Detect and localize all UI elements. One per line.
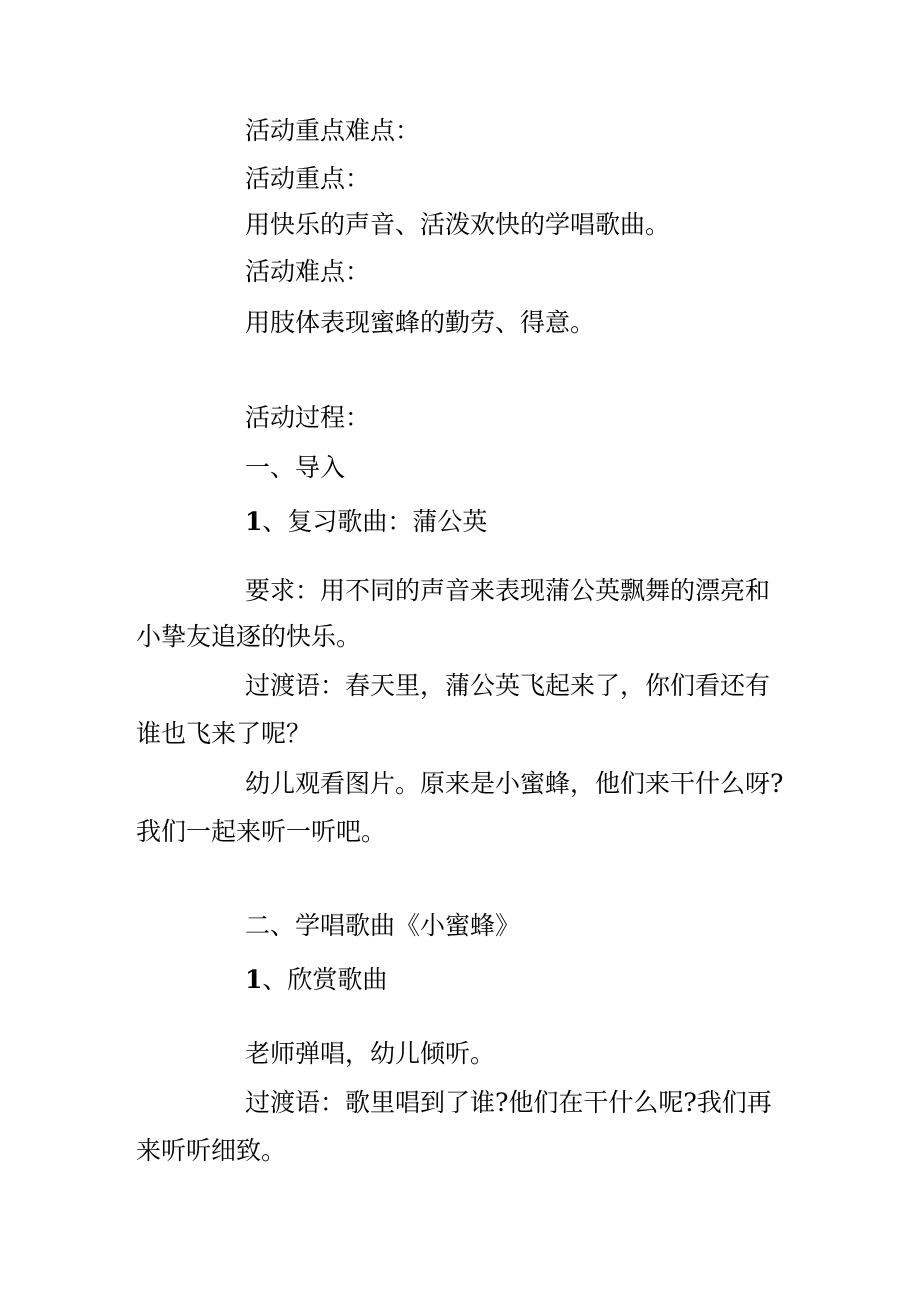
section2-item1	[245, 963, 387, 997]
focus-heading: 活动重点难点：	[245, 116, 421, 145]
item-text: 、复习歌曲：蒲公英	[262, 507, 488, 536]
teacher-sing: 老师弹唱，幼儿倾听。	[245, 1039, 496, 1068]
process-heading: 活动过程：	[245, 403, 371, 432]
key-point-label: 活动重点：	[245, 164, 371, 193]
transition2-line-1: 过渡语：歌里唱到了谁?他们在干什么呢?我们再	[245, 1088, 772, 1117]
requirement-line-1: 要求：用不同的声音来表现蒲公英飘舞的漂亮和	[245, 576, 771, 605]
item-number: 1	[245, 965, 263, 994]
observe-line-2: 我们一起来听一听吧。	[136, 817, 387, 846]
key-point-text: 用快乐的声音、活泼欢快的学唱歌曲。	[245, 210, 671, 239]
section1-title: 一、导入	[245, 453, 346, 482]
section2-title: 二、学唱歌曲《小蜜蜂》	[245, 911, 521, 940]
transition1-line-1: 过渡语：春天里，蒲公英飞起来了，你们看还有	[245, 671, 771, 700]
difficulty-text: 用肢体表现蜜蜂的勤劳、得意。	[245, 308, 596, 337]
transition1-line-2: 谁也飞来了呢？	[136, 719, 312, 748]
transition2-line-2: 来听听细致。	[136, 1136, 287, 1165]
requirement-line-2: 小挚友追逐的快乐。	[136, 622, 362, 651]
section1-item1	[245, 505, 487, 539]
item-text: 、欣赏歌曲	[262, 965, 388, 994]
observe-line-1: 幼儿观看图片。原来是小蜜蜂，他们来干什么呀?	[245, 769, 784, 798]
difficulty-label: 活动难点：	[245, 257, 371, 286]
item-number: 1	[245, 507, 263, 536]
